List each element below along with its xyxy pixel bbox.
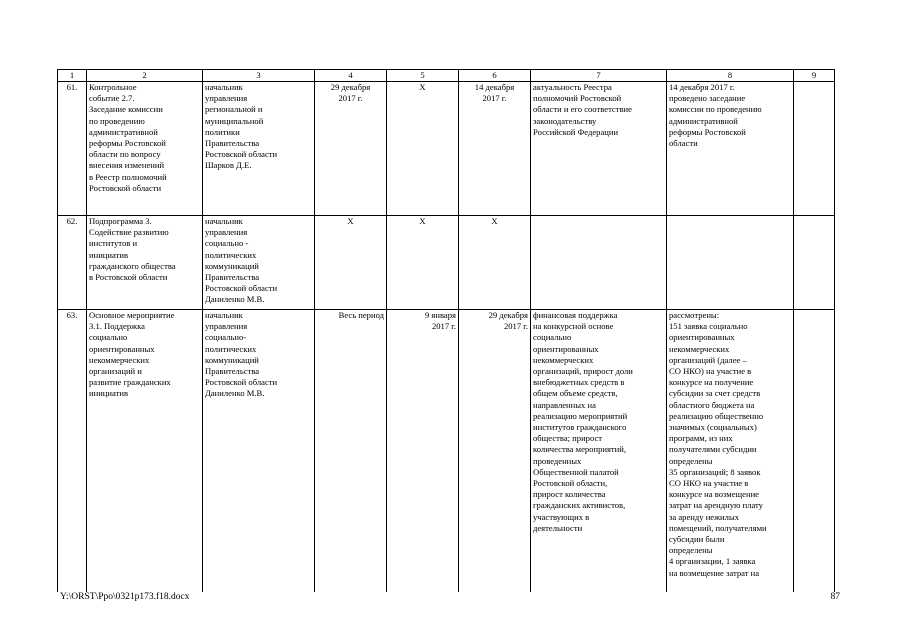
- column-number: 6: [459, 70, 531, 82]
- planned-result: [531, 216, 667, 310]
- responsible-person: начальник управления социально- политических коммуникаций Правительства Ростовской области Даниленко М.В.: [203, 310, 315, 592]
- responsible-person: начальник управления социально - политических коммуникаций Правительства Ростовской области Даниленко М.В.: [203, 216, 315, 310]
- column-number: 4: [315, 70, 387, 82]
- problems: [794, 82, 835, 216]
- column-number: 9: [794, 70, 835, 82]
- row-number: 62.: [58, 216, 87, 310]
- column-number: 1: [58, 70, 87, 82]
- column-number: 5: [387, 70, 459, 82]
- actual-start-date: 9 января 2017 г.: [387, 310, 459, 592]
- event-name: Основное мероприятие 3.1. Поддержка социально ориентированных некоммерческих организаций и развитие гражданских инициатив: [87, 310, 203, 592]
- event-name: Подпрограмма 3. Содействие развитию институтов и инициатив гражданского общества в Ростовской области: [87, 216, 203, 310]
- actual-start-date: X: [387, 82, 459, 216]
- problems: [794, 216, 835, 310]
- planned-result: актуальность Реестра полномочий Ростовской области и его соответствие законодательству Российской Федерации: [531, 82, 667, 216]
- planned-date: Весь период: [315, 310, 387, 592]
- actual-end-date: 29 декабря 2017 г.: [459, 310, 531, 592]
- table-row: [58, 310, 835, 592]
- file-path: Y:\ORST\Ppo\0321p173.f18.docx: [60, 592, 190, 602]
- table-row: [58, 216, 835, 310]
- event-name: Контрольное событие 2.7. Заседание комиссии по проведению административной реформы Ростовской области по вопросу внесения изменений в Реестр полномочий Ростовской области: [87, 82, 203, 216]
- row-number: 61.: [58, 82, 87, 216]
- actual-result: рассмотрены: 151 заявка социально ориентированных некоммерческих организаций (далее – СО НКО) на участие в конкурсе на получение субсидии за счет средств областного бюджета на реализацию общественно значимых (социальных) программ, из них получателями субсидии определены 35 организаций; 8 заявок СО НКО на участие в конкурсе на возмещение затрат на арендную плату за аренду нежилых помещений, получателями субсидии были определены 4 организации, 1 заявка на возмещение затрат на: [667, 310, 794, 592]
- report-table: [57, 69, 835, 592]
- responsible-person: начальник управления региональной и муниципальной политики Правительства Ростовской области Шарков Д.Е.: [203, 82, 315, 216]
- row-number: 63.: [58, 310, 87, 592]
- column-number: 8: [667, 70, 794, 82]
- column-number: 2: [87, 70, 203, 82]
- page-number: 87: [830, 592, 840, 602]
- actual-result: 14 декабря 2017 г. проведено заседание комиссии по проведению административной реформы Ростовской области: [667, 82, 794, 216]
- problems: [794, 310, 835, 592]
- planned-date: 29 декабря 2017 г.: [315, 82, 387, 216]
- column-number: 3: [203, 70, 315, 82]
- actual-end-date: X: [459, 216, 531, 310]
- planned-date: X: [315, 216, 387, 310]
- planned-result: финансовая поддержка на конкурсной основе социально ориентированных некоммерческих организаций, прирост доли внебюджетных средств в общем объеме средств, направленных на реализацию мероприятий институтов гражданского общества; прирост количества мероприятий, проведенных Общественной палатой Ростовской области, прирост количества гражданских активистов, участвующих в деятельности: [531, 310, 667, 592]
- actual-result: [667, 216, 794, 310]
- actual-start-date: X: [387, 216, 459, 310]
- table-row: [58, 82, 835, 216]
- column-number: 7: [531, 70, 667, 82]
- column-number-row: [58, 70, 835, 82]
- actual-end-date: 14 декабря 2017 г.: [459, 82, 531, 216]
